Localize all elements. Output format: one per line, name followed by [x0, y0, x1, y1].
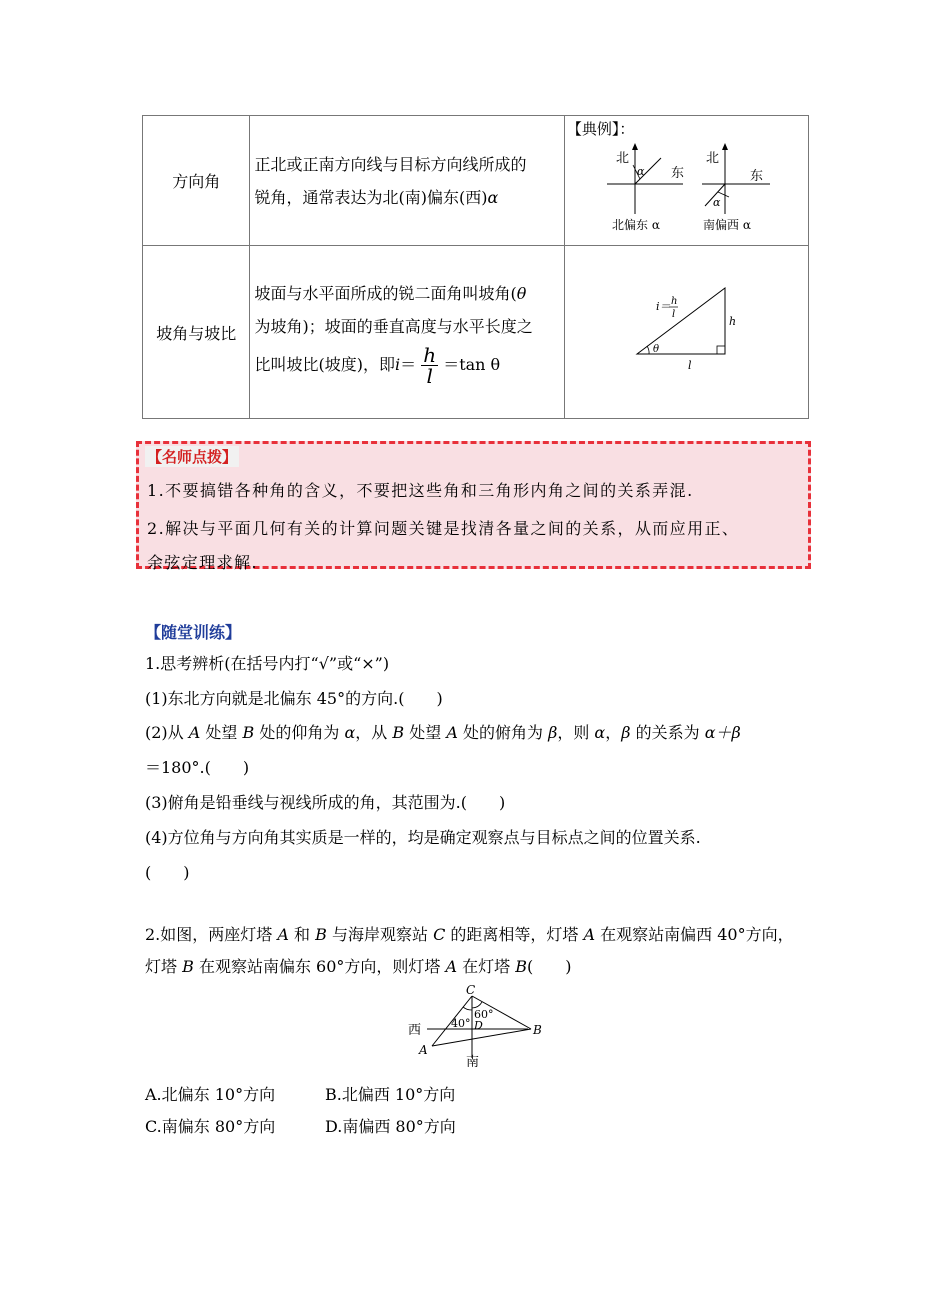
angle-definition-table	[142, 115, 809, 419]
slope-triangle-figure	[565, 246, 805, 414]
point-d-label: D	[474, 1019, 483, 1032]
row-description: 正北或正南方向线与目标方向线所成的 锐角，通常表达为北(南)偏东(西)α	[250, 116, 564, 246]
q1-item-1: (1)东北方向就是北偏东 45°的方向.( )	[145, 689, 443, 708]
row-label: 坡角与坡比	[143, 246, 250, 419]
point-b-label: B	[533, 1023, 542, 1037]
tip-line-1: 1.不要搞错各种角的含义，不要把这些角和三角形内角之间的关系弄混.	[147, 481, 694, 500]
option-d[interactable]: D.南偏西 80°方向	[325, 1117, 456, 1136]
tip-line-3: 余弦定理求解.	[147, 553, 258, 572]
teacher-tip-box	[136, 441, 811, 572]
fig1-angle-label: α	[636, 165, 645, 178]
west-label: 西	[408, 1023, 422, 1038]
q1-item-4b: ( )	[145, 863, 190, 882]
south-label: 南	[466, 1055, 480, 1070]
row-label: 方向角	[143, 116, 250, 246]
fig2-east-label: 东	[749, 169, 763, 184]
direction-angle-figures	[565, 116, 805, 241]
option-b[interactable]: B.北偏西 10°方向	[325, 1085, 456, 1104]
example-title: 【典例】：	[566, 120, 635, 138]
option-a[interactable]: A.北偏东 10°方向	[145, 1085, 276, 1104]
q1-head: 1.思考辨析(在括号内打“√”或“×”)	[145, 654, 390, 673]
slope-frac-num: h	[670, 296, 678, 307]
q1-item-2a: (2)从 A 处望 B 处的仰角为 α，从 B 处望 A 处的俯角为 β，则 α，β 的关系为 α＋β	[145, 723, 741, 742]
fig2-north-label: 北	[705, 151, 719, 166]
length-label: l	[687, 359, 692, 372]
angle-40-label: 40°	[451, 1017, 471, 1030]
q2-line-2: 灯塔 B 在观察站南偏东 60°方向，则灯塔 A 在灯塔 B( )	[145, 957, 572, 976]
q2-line-1: 2.如图，两座灯塔 A 和 B 与海岸观察站 C 的距离相等，灯塔 A 在观察站南偏西 40°方向，	[145, 925, 794, 944]
point-c-label: C	[466, 983, 476, 997]
fig2-angle-label: α	[712, 196, 721, 209]
lighthouse-figure	[400, 982, 550, 1072]
q1-item-4a: (4)方位角与方向角其实质是一样的，均是确定观察点与目标点之间的位置关系.	[145, 828, 701, 847]
point-a-label: A	[419, 1043, 428, 1057]
height-label: h	[728, 315, 736, 328]
q1-item-3: (3)俯角是铅垂线与视线所成的角，其范围为.( )	[145, 793, 506, 812]
tip-line-2: 2.解决与平面几何有关的计算问题关键是找清各量之间的关系，从而应用正、	[147, 519, 740, 538]
theta-label: θ	[652, 344, 659, 355]
slope-i-label: i＝	[655, 300, 671, 313]
row-description: 坡面与水平面所成的锐二面角叫坡角(θ 为坡角)；坡面的垂直高度与水平长度之 比叫坡比(坡度)，即i＝ $\frac{h}{l}$ ＝tan θ	[250, 246, 564, 419]
fig1-caption: 北偏东 α	[611, 218, 660, 232]
slope-fraction: $\frac{h}{l}$	[423, 343, 437, 388]
q1-item-2b: ＝180°.( )	[145, 758, 250, 777]
tip-title: 【名师点拨】	[147, 448, 238, 466]
angle-60-label: 60°	[474, 1008, 494, 1021]
fig1-east-label: 东	[670, 166, 684, 181]
fig2-caption: 南偏西 α	[702, 218, 751, 232]
table-row	[143, 246, 809, 419]
slope-figure-cell	[564, 246, 808, 419]
option-c[interactable]: C.南偏东 80°方向	[145, 1117, 276, 1136]
slope-frac-den: l	[671, 309, 676, 320]
practice-title: 【随堂训练】	[145, 623, 242, 642]
fig1-north-label: 北	[615, 151, 629, 166]
example-figure-cell	[564, 116, 808, 246]
table-row	[143, 116, 809, 246]
